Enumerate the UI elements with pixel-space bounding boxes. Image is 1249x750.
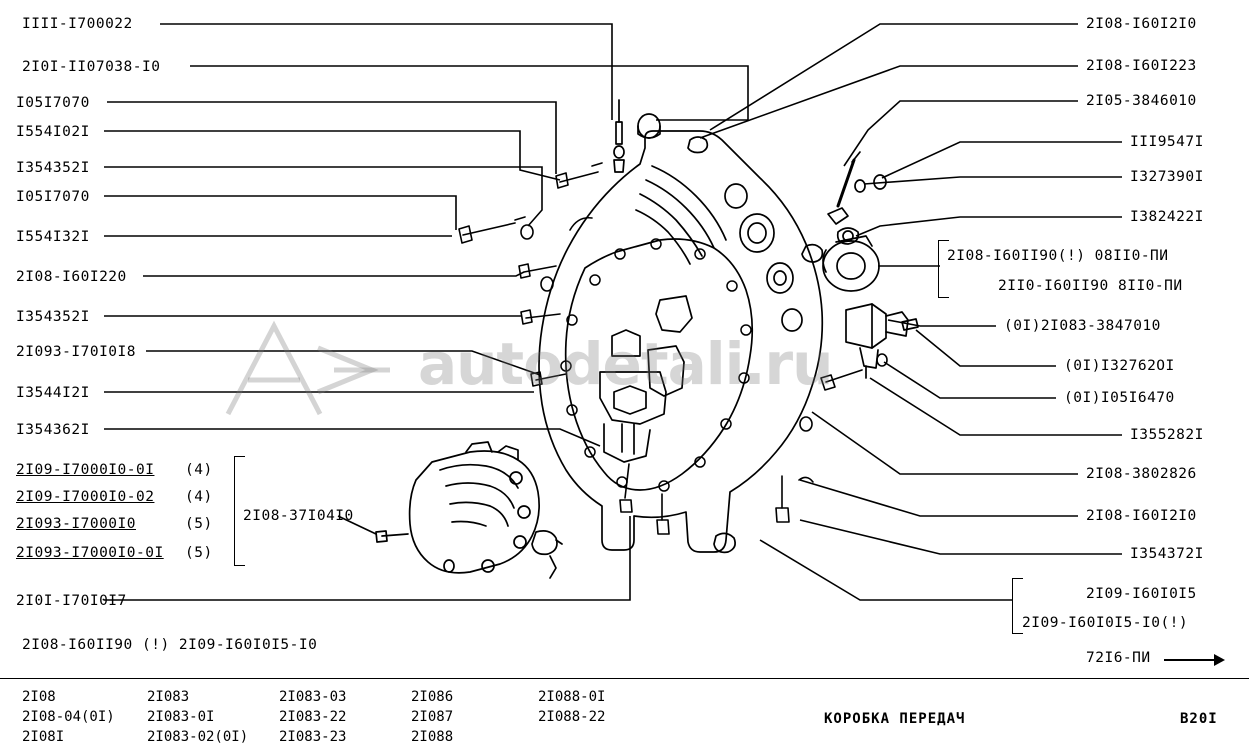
part-label: I554I02I <box>16 124 90 140</box>
watermark-text: autodetali.ru <box>418 330 833 398</box>
part-qty: (5) <box>185 516 213 532</box>
footer-cell: 2I08I <box>22 729 65 745</box>
footer-cell: 2I08 <box>22 689 56 705</box>
part-label-note: 2I08-I60II90 (!) 2I09-I60I0I5-I0 <box>22 637 318 653</box>
part-label-variant: 2I093-I7000I0 <box>16 516 136 532</box>
part-label: I327390I <box>1130 169 1204 185</box>
sheet-reference-note: 72I6-ПИ <box>1086 650 1151 666</box>
part-label: (0I)2I083-3847010 <box>1004 318 1161 334</box>
part-label: 2I08-3802826 <box>1086 466 1197 482</box>
part-label: I3544I2I <box>16 385 90 401</box>
part-label: I354352I <box>16 309 90 325</box>
footer-cell: 2I087 <box>411 709 454 725</box>
part-label: I554I32I <box>16 229 90 245</box>
footer-cell: 2I083-23 <box>279 729 347 745</box>
part-label: I355282I <box>1130 427 1204 443</box>
footer-model-table <box>0 678 1249 750</box>
part-label: 2I08-I60II90(!) 08II0-ПИ <box>947 248 1169 264</box>
sheet-code: B20I <box>1180 711 1218 727</box>
footer-cell: 2I08-04(0I) <box>22 709 115 725</box>
part-label-variant: 2I09-I7000I0-0I <box>16 462 155 478</box>
part-label: 2I08-I60I2I0 <box>1086 16 1197 32</box>
footer-cell: 2I083-02(0I) <box>147 729 249 745</box>
part-label: I05I7070 <box>16 95 90 111</box>
part-label: 2I09-I60I0I5-I0(!) <box>1022 615 1189 631</box>
footer-cell: 2I083-22 <box>279 709 347 725</box>
footer-cell: 2I083-0I <box>147 709 215 725</box>
part-qty: (5) <box>185 545 213 561</box>
part-label-variant: 2I09-I7000I0-02 <box>16 489 155 505</box>
part-label: (0I)I05I6470 <box>1064 390 1175 406</box>
part-label-variant: 2I093-I7000I0-0I <box>16 545 164 561</box>
part-label: 2I08-I60I223 <box>1086 58 1197 74</box>
part-label: I354362I <box>16 422 90 438</box>
part-qty: (4) <box>185 489 213 505</box>
part-label-subassembly: 2I08-37I04I0 <box>243 508 354 524</box>
part-label: 2II0-I60II90 8II0-ПИ <box>998 278 1183 294</box>
part-label: (0I)I32762OI <box>1064 358 1175 374</box>
part-label: 2I093-I70I0I8 <box>16 344 136 360</box>
part-label: I354372I <box>1130 546 1204 562</box>
part-label: I05I7070 <box>16 189 90 205</box>
part-label: 2I05-3846010 <box>1086 93 1197 109</box>
part-label: 2I0I-II07038-I0 <box>22 59 161 75</box>
part-label: 2I0I-I70I0I7 <box>16 593 127 609</box>
part-label: III9547I <box>1130 134 1204 150</box>
part-label: IIII-I700022 <box>22 16 133 32</box>
footer-cell: 2I083-03 <box>279 689 347 705</box>
footer-cell: 2I086 <box>411 689 454 705</box>
part-qty: (4) <box>185 462 213 478</box>
part-label: 2I09-I60I0I5 <box>1086 586 1197 602</box>
part-label: I382422I <box>1130 209 1204 225</box>
part-label: 2I08-I60I2I0 <box>1086 508 1197 524</box>
diagram-title: КОРОБКА ПЕРЕДАЧ <box>824 711 966 727</box>
footer-cell: 2I088-0I <box>538 689 606 705</box>
arrow-head-icon <box>1214 654 1225 666</box>
arrow-shaft <box>1164 659 1216 661</box>
footer-cell: 2I088 <box>411 729 454 745</box>
part-label: 2I08-I60I220 <box>16 269 127 285</box>
footer-cell: 2I083 <box>147 689 190 705</box>
footer-cell: 2I088-22 <box>538 709 606 725</box>
part-label: I354352I <box>16 160 90 176</box>
